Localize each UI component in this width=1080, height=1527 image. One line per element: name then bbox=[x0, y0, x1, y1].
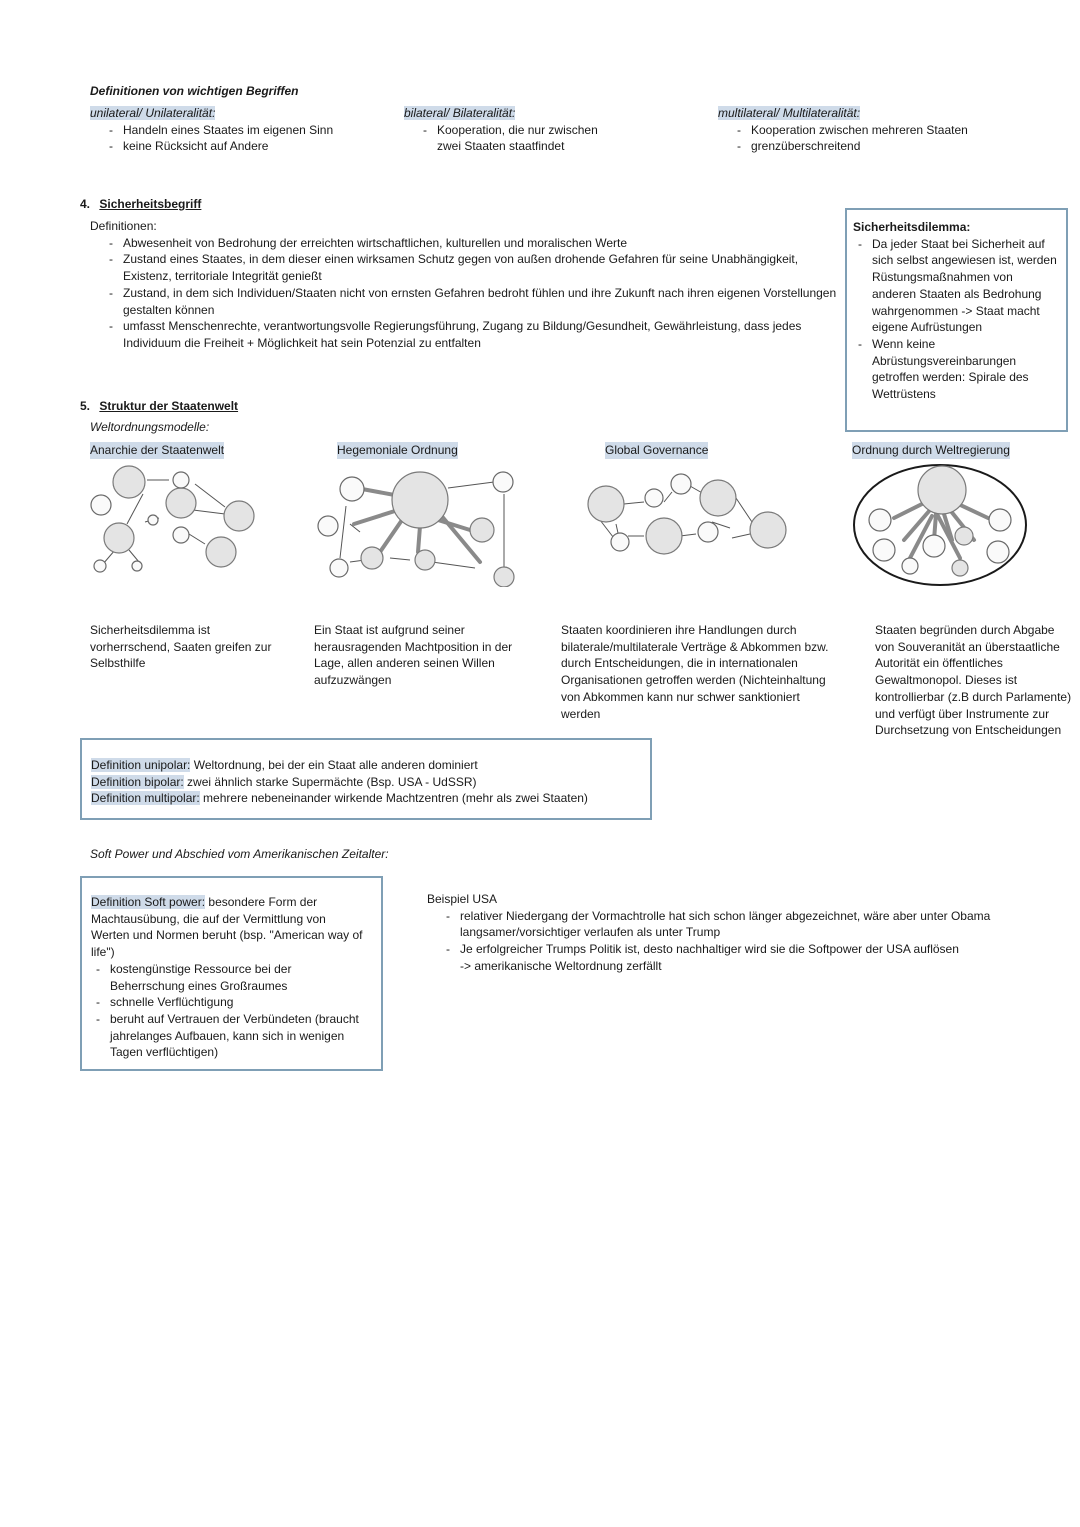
softpower-item: - beruht auf Vertrauen der Verbündeten (braucht jahrelanges Aufbauen, kann sich in wenigen Tagen verflüchtigen) bbox=[77, 1011, 367, 1061]
dilemma-item: - Da jeder Staat bei Sicherheit auf sich selbst angewiesen ist, werden Rüstungsmaßnahmen von anderen Staaten als Bedrohung wahrgenommen -> Staat macht eigene Aufrüstungen bbox=[839, 236, 1058, 336]
def-multipolar bbox=[91, 790, 650, 807]
bipolar-text: zwei ähnlich starke Supermächte (Bsp. USA - UdSSR) bbox=[183, 774, 477, 789]
usa-item: - relativer Niedergang der Vormachtrolle hat sich schon länger abgezeichnet, wäre aber unter Obama langsamer/vorsichtiger verlaufen als unter Trump bbox=[427, 908, 1007, 941]
model-text-hegemony: Ein Staat ist aufgrund seiner herausragenden Machtposition in der Lage, allen anderen seinen Willen aufzuzwängen bbox=[314, 623, 513, 688]
security-definitions bbox=[90, 218, 840, 352]
security-dilemma-box bbox=[845, 208, 1068, 432]
model-label-anarchy: Anarchie der Staatenwelt bbox=[90, 443, 225, 457]
usa-item-sub: -> amerikanische Weltordnung zerfällt bbox=[460, 958, 662, 973]
security-def-item: - Zustand eines Staates, in dem dieser einen wirksamen Schutz gegen von außen drohende Gefahren für seine Unabhängigkeit, Existenz, territoriale Integrität genießt bbox=[90, 251, 840, 284]
model-label-world-government: Ordnung durch Weltregierung bbox=[852, 443, 1010, 457]
multilateral-block bbox=[718, 105, 1058, 155]
section4-heading bbox=[80, 196, 201, 213]
security-def-item: - Zustand, in dem sich Individuen/Staaten nicht von ernsten Gefahren bedroht fühlen und ihre Zukunft nach ihren eigenen Vorstellungen gestalten können bbox=[90, 285, 840, 318]
bilateral-item-cont: zwei Staaten staatfindet bbox=[437, 139, 565, 154]
section5-heading bbox=[80, 398, 238, 415]
softpower-label: Definition Soft power: bbox=[91, 895, 206, 909]
section4-subtitle: Definitionen: bbox=[90, 219, 157, 233]
usa-title: Beispiel USA bbox=[427, 892, 498, 906]
def-unipolar bbox=[91, 757, 650, 774]
softpower-item: - kostengünstige Ressource bei der Beherrschung eines Großraumes bbox=[77, 961, 367, 994]
definitions-title: Definitionen von wichtigen Begriffen bbox=[90, 84, 299, 98]
multilateral-item: - Kooperation zwischen mehreren Staaten bbox=[718, 122, 1058, 139]
governance-diagram bbox=[580, 470, 795, 560]
softpower-definition-box bbox=[80, 876, 383, 1071]
model-text-governance: Staaten koordinieren ihre Handlungen durch bilaterale/multilaterale Verträge & Abkommen bzw. durch Entscheidungen, die in internationalen Organisationen getroffen werden (Nichteinhaltung von Abkommen kann nur schwer sanktioniert werden bbox=[561, 623, 829, 721]
softpower-definition bbox=[91, 894, 367, 961]
unipolar-text: Weltordnung, bei der ein Staat alle anderen dominiert bbox=[190, 758, 478, 772]
unilateral-label: unilateral/ Unilateralität: bbox=[90, 106, 216, 120]
bilateral-label: bilateral/ Bilateralität: bbox=[404, 106, 516, 120]
softpower-item: - schnelle Verflüchtigung bbox=[77, 994, 367, 1011]
model-label-governance: Global Governance bbox=[605, 443, 709, 457]
multilateral-item: - grenzüberschreitend bbox=[718, 138, 1058, 155]
world-government-diagram bbox=[850, 460, 1030, 590]
dilemma-title: Sicherheitsdilemma: bbox=[853, 220, 971, 234]
model-text-anarchy: Sicherheitsdilemma ist vorherrschend, Saaten greifen zur Selbsthilfe bbox=[90, 623, 272, 671]
security-def-item: - Abwesenheit von Bedrohung der erreichten wirtschaftlichen, kulturellen und moralischen Werte bbox=[90, 235, 840, 252]
bilateral-block bbox=[404, 105, 684, 155]
multilateral-label: multilateral/ Multilateralität: bbox=[718, 106, 861, 120]
def-bipolar bbox=[91, 774, 650, 791]
multipolar-label: Definition multipolar: bbox=[91, 791, 200, 806]
model-text-world-government: Staaten begründen durch Abgabe von Souveranität an überstaatliche Autorität ein öffentliches Gewaltmonopol. Dieses ist kontrollierbar (z.B durch Parlamente) und verfügt über Instrumente zur Durchsetzung von Entscheidungen bbox=[875, 623, 1072, 738]
section5-title: Struktur der Staatenwelt bbox=[99, 399, 239, 413]
unilateral-block bbox=[90, 105, 390, 155]
hegemony-diagram bbox=[310, 462, 525, 587]
security-def-item: - umfasst Menschenrechte, verantwortungsvolle Regierungsführung, Zugang zu Bildung/Gesundheit, Gewährleistung, dass jedes Individuum die Freiheit + Möglichkeit hat sein Potenzial zu entfalten bbox=[90, 318, 840, 351]
bipolar-label: Definition bipolar: bbox=[91, 774, 184, 789]
unipolar-label: Definition unipolar: bbox=[91, 758, 191, 772]
model-label-hegemony: Hegemoniale Ordnung bbox=[337, 443, 458, 457]
multipolar-text: mehrere nebeneinander wirkende Machtzentren (mehr als zwei Staaten) bbox=[199, 791, 588, 806]
usa-item bbox=[427, 941, 1007, 974]
dilemma-item: - Wenn keine Abrüstungsvereinbarungen getroffen werden: Spirale des Wettrüstens bbox=[839, 336, 1058, 403]
usa-example bbox=[427, 891, 1007, 975]
softpower-heading: Soft Power und Abschied vom Amerikanischen Zeitalter: bbox=[90, 847, 389, 861]
section5-number: 5. bbox=[80, 399, 91, 413]
anarchy-diagram bbox=[85, 462, 265, 582]
polarity-definitions-box bbox=[80, 738, 652, 820]
section5-subtitle: Weltordnungsmodelle: bbox=[90, 420, 210, 434]
unilateral-item: - keine Rücksicht auf Andere bbox=[90, 138, 390, 155]
usa-item-text: Je erfolgreicher Trumps Politik ist, desto nachhaltiger wird sie die Softpower der USA auflösen bbox=[460, 942, 959, 957]
bilateral-item: Kooperation, die nur zwischen bbox=[437, 122, 598, 137]
section4-number: 4. bbox=[80, 197, 91, 211]
section4-title: Sicherheitsbegriff bbox=[99, 197, 202, 211]
softpower-def-text: besondere Form der Machtausübung, die auf der Vermittlung von Werten und Normen beruht (bsp. "American way of life") bbox=[91, 895, 363, 960]
unilateral-item: - Handeln eines Staates im eigenen Sinn bbox=[90, 122, 390, 139]
